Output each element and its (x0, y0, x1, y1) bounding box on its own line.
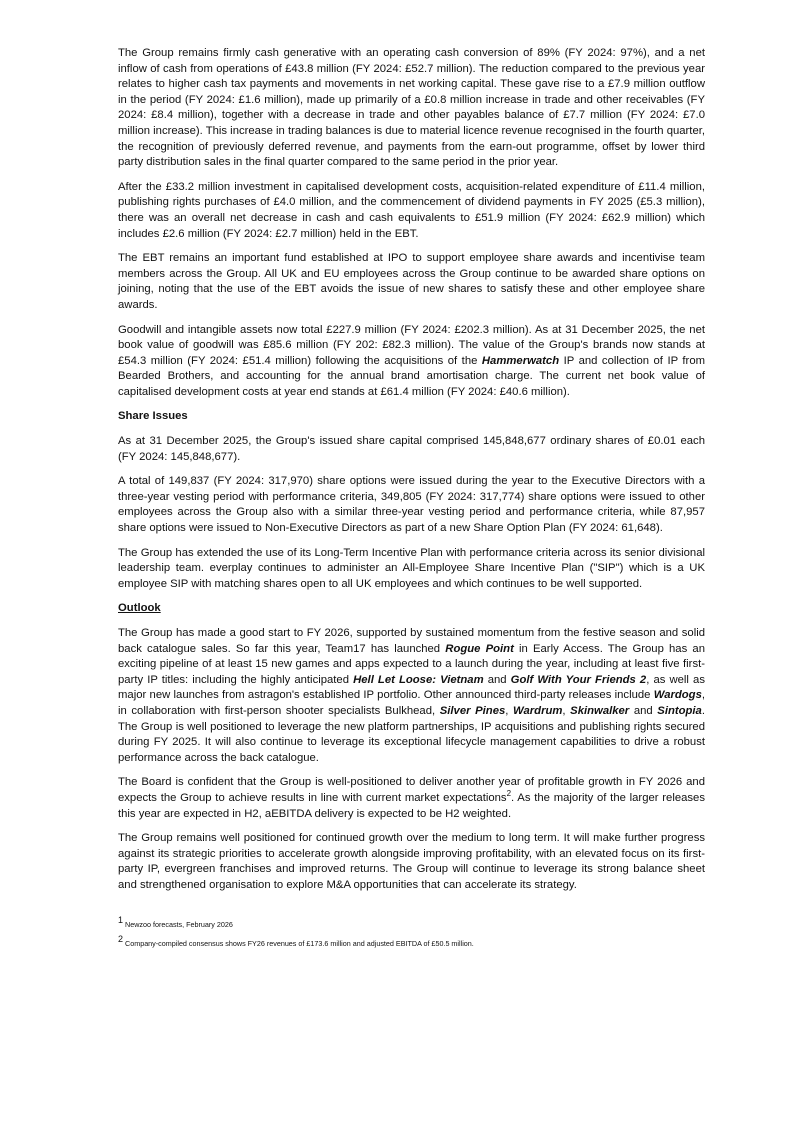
paragraph-investment: After the £33.2 million investment in capitalised development costs, acquisition-related expenditure of £11.4 million, publishing rights purchases of £4.0 million, and the commencement of dividend payments in FY 2025 (£5.3 million), there was an overall net decrease in cash and cash equivalents to £51.9 million (FY 2024: £62.9 million) which includes £2.6 million (FY 2024: £2.7 million) held in the EBT. (118, 180, 705, 240)
paragraph-board-confidence (118, 775, 705, 822)
paragraph-growth-strategy: The Group remains well positioned for continued growth over the medium to long term. It will make further progress against its strategic priorities to accelerate growth alongside improving profitability, with an elevated focus on its first-party IP, evergreen franchises and improved returns. The Group will continue to leverage its strong balance sheet and strengthened organisation to explore M&A opportunities that can accelerate its strategy. (118, 832, 705, 891)
paragraph-cash-generation: The Group remains firmly cash generative with an operating cash conversion of 89% (FY 2024: 97%), and a net inflow of cash from operations of £43.8 million (FY 2024: £52.7 million). The reduction compared to the previous year relates to higher cash tax payments and movements in net working capital. These gave rise to a £7.9 million outflow in the period (FY 2024: £1.6 million), made up primarily of a £0.8 million increase in trade and other receivables (FY 2024: £8.4 million), together with a decrease in trade and other payables balance of £7.7 million (FY 2024: £7.0 million increase). This increase in trading balances is due to material licence revenue recognised in the fourth quarter, the recognition of previously deferred revenue, and payments from the earn-out programme, offset by lower third party distribution sales in the final quarter compared to the same period in the prior year. (118, 47, 705, 169)
game-title: Sintopia (657, 704, 702, 717)
text-run: and (483, 673, 511, 686)
text-run: , as well as major new launches from astragon's established IP portfolio. Other announced third-party releases include (118, 673, 705, 702)
game-title: Hammerwatch (481, 354, 560, 367)
paragraph-ltip: The Group has extended the use of its Long-Term Incentive Plan with performance criteria across its senior divisional leadership team. everplay continues to administer an All-Employee Share Incentive Plan ("SIP") which is a UK employee SIP with matching shares open to all UK employees and which continues to be well supported. (118, 546, 705, 590)
paragraph-ebt: The EBT remains an important fund established at IPO to support employee share awards and incentivise team members across the Group. All UK and EU employees across the Group continue to be awarded share options on joining, noting that the use of the EBT avoids the issue of new shares to satisfy these and other employee share awards. (118, 252, 705, 311)
footnote-ref[interactable]: 2 (506, 788, 512, 798)
game-title: Hell Let Loose: Vietnam (353, 673, 484, 686)
text-run: in Early Access. The Group has an exciting pipeline of at least 15 new games and apps expected to a launch during the year, including at least five first-party IP titles: including the highly anticipated (118, 642, 705, 686)
game-title: Golf With Your Friends 2 (510, 673, 647, 686)
footnote-number: 2 (118, 934, 124, 944)
text-run: IP and collection of IP from Bearded Brothers, and accounting for the annual brand amortisation charge. The current net book value of capitalised development costs at year end stands at £61.4 million (FY 2024: £40.6 million). (118, 354, 706, 398)
text-run: Goodwill and intangible assets now total £227.9 million (FY 2024: £202.3 million). As at 31 December 2025, the net book value of goodwill was £85.6 million (FY 202: £82.3 million). The value of the Group's brands now stands at £54.3 million (FY 2024: £51.4 million) following the acquisitions of the (118, 323, 705, 367)
game-title: Silver Pines (439, 704, 506, 717)
footnote-1 (118, 915, 705, 930)
game-title: Rogue Point (445, 642, 514, 655)
paragraph-outlook-pipeline (118, 626, 705, 766)
game-title: Wardrum (513, 704, 563, 717)
paragraph-share-capital: As at 31 December 2025, the Group's issued share capital comprised 145,848,677 ordinary shares of £0.01 each (FY 2024: 145,848,677). (118, 435, 705, 463)
footnote-number: 1 (118, 915, 124, 925)
paragraph-share-options: A total of 149,837 (FY 2024: 317,970) share options were issued during the year to the Executive Directors with a three-year vesting period with performance criteria, 349,805 (FY 2024: 317,774) share options were issued to other employees across the Group also with a similar three-year vesting period and performance criteria, while 87,957 share options were issued to Non-Executive Directors as part of a new Share Option Plan (FY 2024: 61,648). (118, 475, 705, 535)
footnote-2 (118, 934, 705, 949)
footnotes (118, 915, 705, 957)
footnote-text: Company-compiled consensus shows FY26 revenues of £173.6 million and adjusted EBITDA of £50.5 million. (125, 939, 474, 948)
text-run: , (562, 704, 571, 717)
footnote-text: Newzoo forecasts, February 2026 (125, 920, 233, 929)
paragraph-goodwill (118, 323, 705, 401)
text-run: . The Group is well positioned to leverage the new platform partnerships, IP acquisitions and publishing rights secured during FY 2025. It will also continue to leverage its exceptional lifecycle management capabilities to drive a robust performance across the back catalogue. (118, 704, 705, 764)
game-title: Wardogs (653, 689, 702, 702)
game-title: Skinwalker (570, 704, 630, 717)
text-run: and (629, 704, 658, 717)
document-body (118, 46, 705, 903)
text-run: , (505, 704, 514, 717)
heading-outlook: Outlook (118, 602, 161, 615)
text-run: The Group has made a good start to FY 2026, supported by sustained momentum from the festive season and solid back catalogue sales. So far this year, Team17 has launched (118, 627, 705, 655)
heading-share-issues: Share Issues (118, 410, 188, 423)
text-run: , in collaboration with first-person shooter specialists Bulkhead, (118, 689, 705, 717)
text-run: . As the majority of the larger releases this year are expected in H2, aEBITDA delivery is expected to be H2 weighted. (118, 791, 705, 820)
text-run: The Board is confident that the Group is well-positioned to deliver another year of profitable growth in FY 2026 and expects the Group to achieve results in line with current market expectations (118, 776, 705, 804)
